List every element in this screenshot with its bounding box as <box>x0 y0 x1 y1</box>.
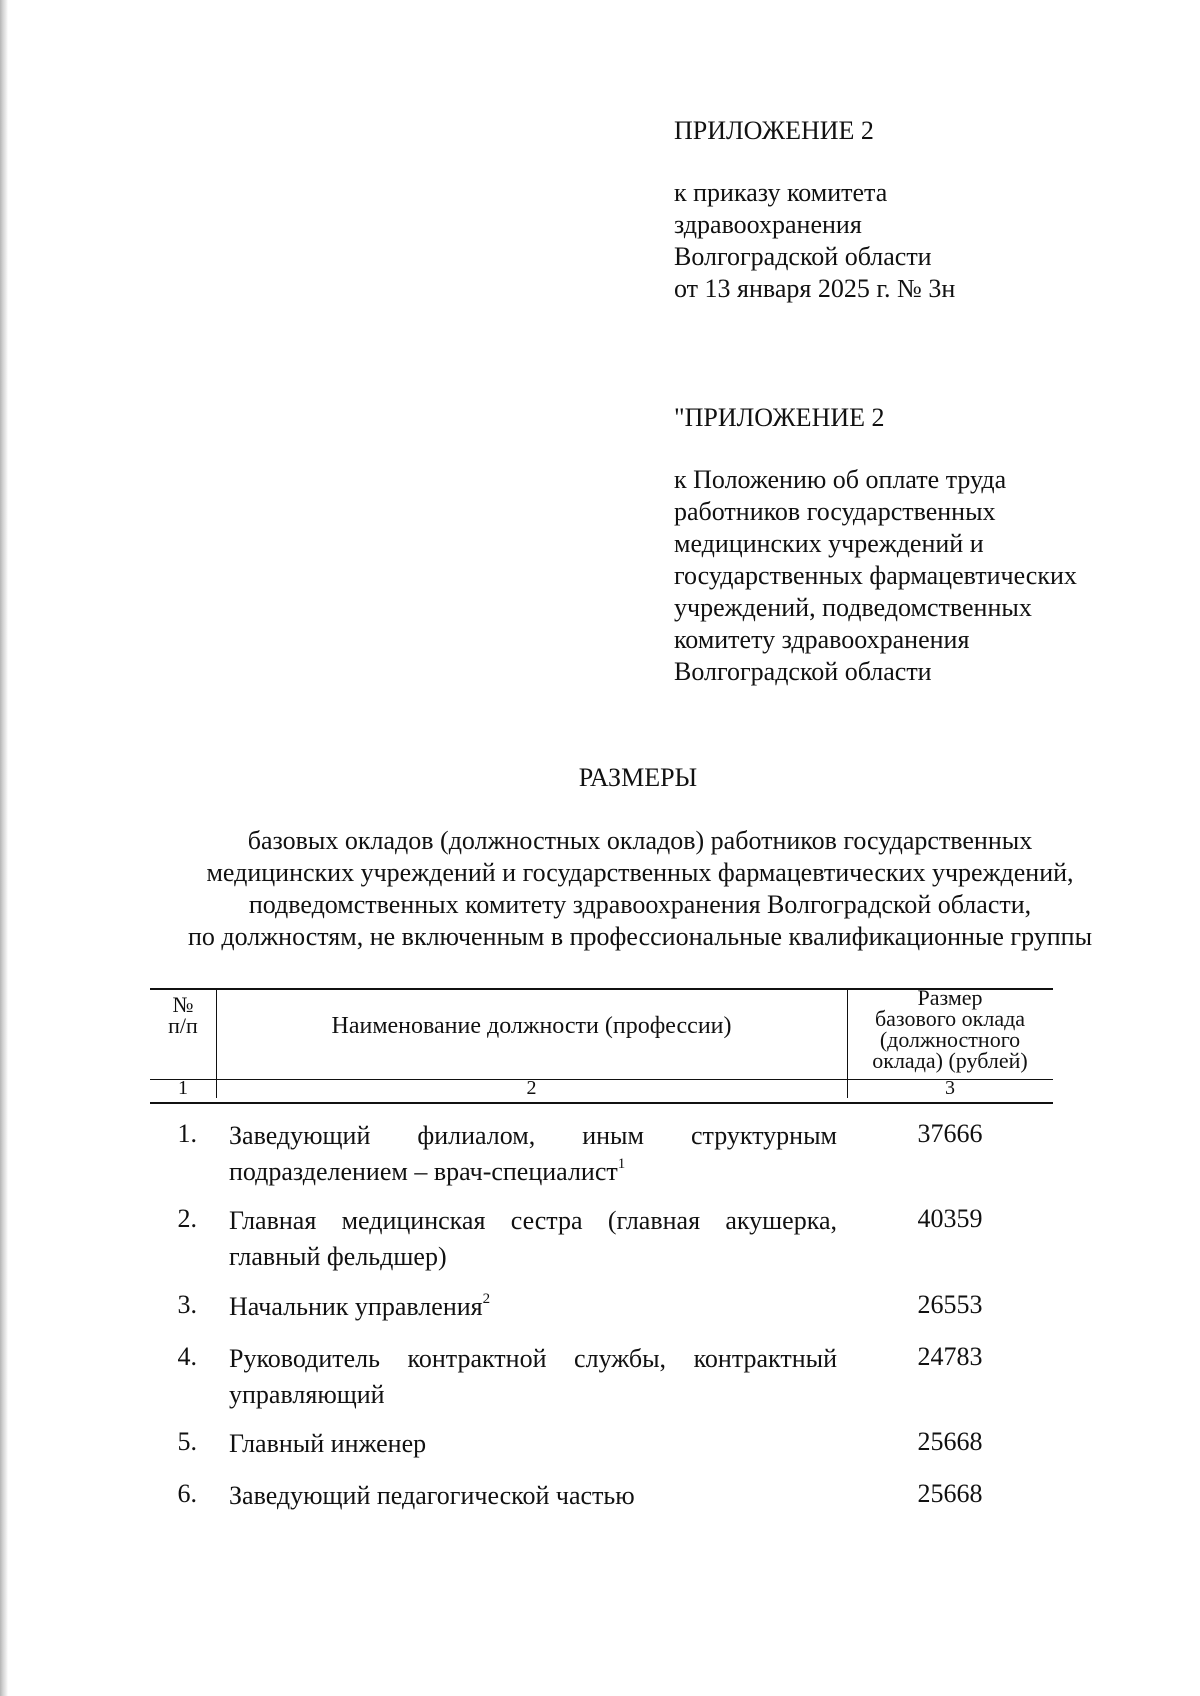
row-position-text: Руководитель контрактной службы, контрактный управляющий <box>229 1344 837 1409</box>
row-number: 2. <box>177 1204 197 1233</box>
header-salary-line: базового оклада <box>874 1006 1026 1031</box>
attachment-order-block <box>674 115 955 305</box>
attachment-regulation-line: учреждений, подведомственных <box>674 593 1032 622</box>
header-column-index: 1 <box>178 1077 188 1099</box>
row-position-name <box>229 1341 837 1413</box>
attachment-regulation-line: медицинских учреждений и <box>674 529 984 558</box>
row-position-text: Главный инженер <box>229 1429 427 1458</box>
header-position-name: Наименование должности (профессии) <box>331 1013 732 1039</box>
header-salary-line: Размер <box>917 985 983 1010</box>
row-position-name <box>229 1203 837 1275</box>
header-salary-line: оклада) (рублей) <box>872 1048 1028 1073</box>
attachment-order-title: ПРИЛОЖЕНИЕ 2 <box>674 116 874 145</box>
attachment-order-line: к приказу комитета <box>674 178 888 207</box>
row-salary-value: 24783 <box>917 1342 983 1371</box>
attachment-order-line: от 13 января 2025 г. № 3н <box>674 274 956 303</box>
row-position-name <box>229 1426 837 1462</box>
attachment-order-line: Волгоградской области <box>674 242 932 271</box>
row-position-name <box>229 1478 837 1514</box>
attachment-order-line: здравоохранения <box>674 210 862 239</box>
subtitle-line: по должностям, не включенным в профессиональные квалификационные группы <box>187 922 1093 951</box>
table-header <box>150 985 1053 1104</box>
attachment-regulation-block <box>674 402 1077 688</box>
header-salary-line: (должностного <box>879 1027 1021 1052</box>
row-number: 5. <box>177 1427 197 1456</box>
row-position-name <box>229 1118 837 1190</box>
header-column-index: 2 <box>526 1077 537 1099</box>
row-position-text: Заведующий педагогической частью <box>229 1481 635 1510</box>
footnote-mark: 2 <box>482 1291 491 1308</box>
row-number: 3. <box>177 1290 197 1319</box>
subtitle-line: медицинских учреждений и государственных фармацевтических учреждений, <box>206 858 1074 887</box>
header-number-abbr: п/п <box>168 1013 198 1038</box>
row-salary-value: 25668 <box>917 1427 983 1456</box>
header-salary-size <box>847 987 1053 1071</box>
header-number-sign: № <box>172 992 194 1017</box>
row-position-name <box>229 1289 837 1325</box>
row-salary-value: 37666 <box>917 1119 983 1148</box>
row-number: 6. <box>177 1479 197 1508</box>
subtitle-line: подведомственных комитету здравоохранения Волгоградской области, <box>248 890 1032 919</box>
row-position-text: Главная медицинская сестра (главная акушерка, главный фельдшер) <box>229 1206 837 1271</box>
attachment-regulation-line: работников государственных <box>674 497 996 526</box>
header-column-index: 3 <box>945 1077 955 1099</box>
row-salary-value: 40359 <box>917 1204 983 1233</box>
attachment-regulation-line: государственных фармацевтических <box>674 561 1077 590</box>
attachment-regulation-line: к Положению об оплате труда <box>674 465 1007 494</box>
attachment-regulation-title: "ПРИЛОЖЕНИЕ 2 <box>674 403 885 432</box>
footnote-mark: 1 <box>617 1156 626 1173</box>
row-salary-value: 25668 <box>917 1479 983 1508</box>
header-number <box>150 994 216 1036</box>
row-salary-value: 26553 <box>917 1290 983 1319</box>
document-subtitle <box>140 825 1140 953</box>
attachment-regulation-line: Волгоградской области <box>674 657 932 686</box>
scan-edge-shadow <box>0 0 8 1696</box>
row-position-text: Заведующий филиалом, иным структурным подразделением – врач-специалист <box>229 1121 837 1186</box>
subtitle-line: базовых окладов (должностных окладов) работников государственных <box>247 826 1033 855</box>
attachment-regulation-line: комитету здравоохранения <box>674 625 970 654</box>
document-title: РАЗМЕРЫ <box>578 763 698 792</box>
row-position-text: Начальник управления <box>229 1292 483 1321</box>
row-number: 4. <box>177 1342 197 1371</box>
row-number: 1. <box>177 1119 197 1148</box>
